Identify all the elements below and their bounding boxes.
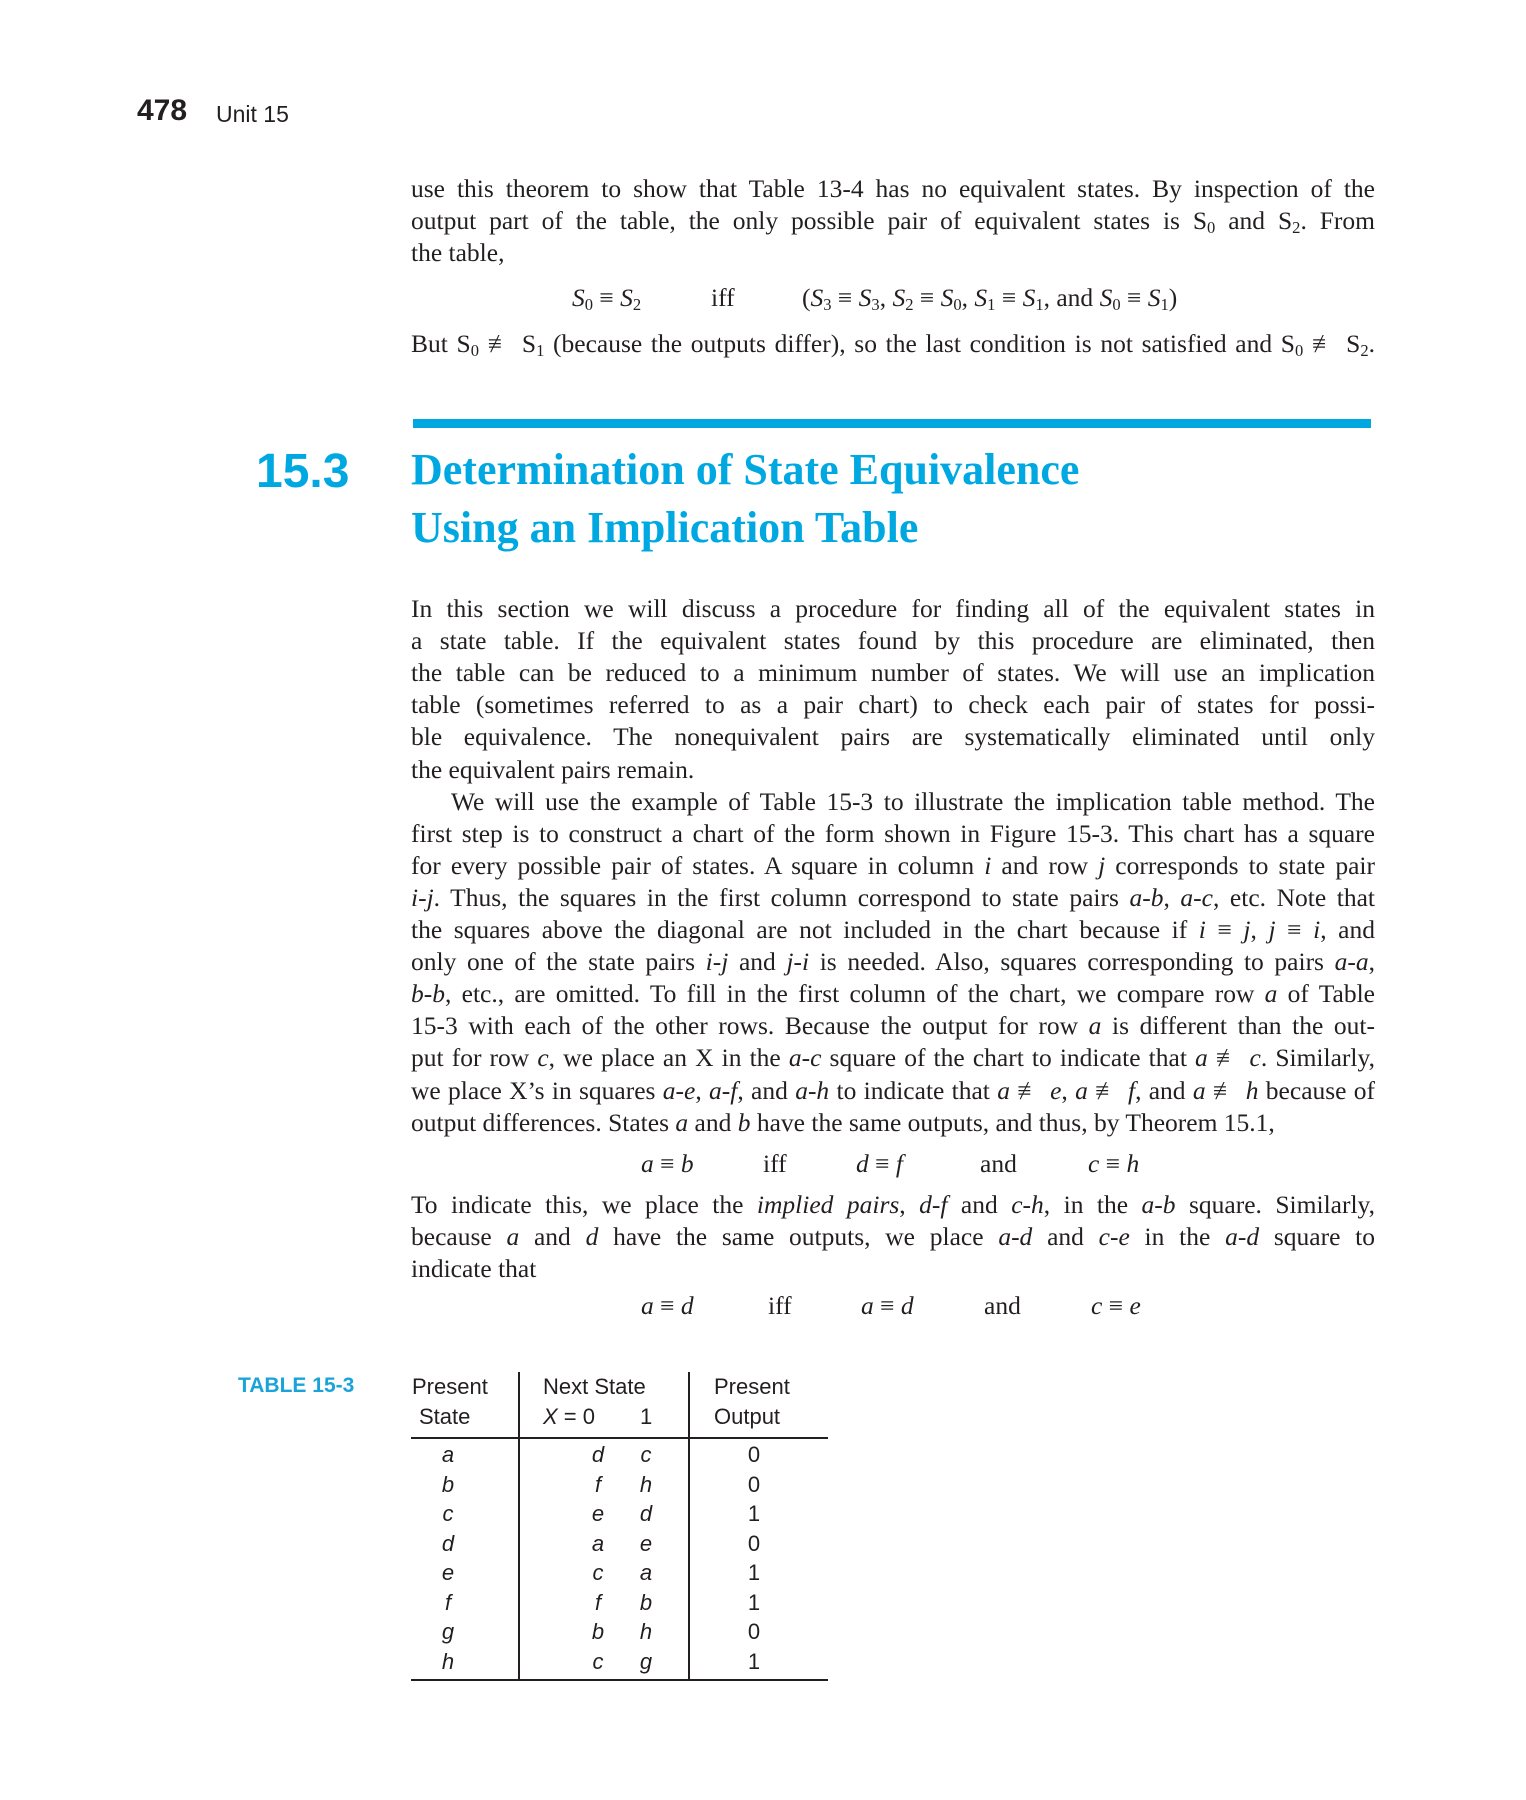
text-run: ≢ [1087,1075,1128,1105]
italic-run: a-b [1141,1190,1176,1219]
text-line [411,237,1375,269]
text-line [411,1010,1375,1042]
text-run: iff [711,283,735,312]
text-run: we place X’s in squares [411,1075,663,1105]
italic-run: S [940,283,954,312]
text-run: square. Similarly, [1175,1190,1376,1219]
text-run: ≡ [653,1149,681,1178]
italic-run: a-h [795,1075,830,1105]
text-run: and S [1215,206,1293,236]
text-run: , [1061,1075,1076,1105]
section-number: 15.3 [256,445,350,498]
italic-run: a-d [998,1222,1033,1252]
section-title-line: Using an Implication Table [411,503,919,552]
italic-run: c [1249,1043,1261,1073]
equation-term [768,1290,792,1322]
text-run: only one of the state pairs [411,947,706,977]
italic-run: f [1127,1075,1136,1105]
italic-run: S [810,283,824,312]
text-run: , [695,1075,710,1105]
running-header: Unit 15 [216,101,289,127]
equation-term [861,1290,914,1322]
text-run: , [1368,947,1375,977]
italic-run: S [1022,283,1036,312]
text-line [411,173,1375,205]
italic-run: h [1126,1149,1140,1178]
text-run: because [411,1222,507,1252]
text-line [411,754,1375,786]
cell-next1: h [639,1471,653,1497]
text-run: ) [1168,283,1178,312]
equation-term [980,1148,1017,1180]
italic-run: a-a [1334,947,1369,977]
subscript: 0 [1207,218,1216,238]
italic-run: a [641,1291,654,1320]
cell-next0: f [594,1471,602,1497]
text-run: ≢ [1009,1075,1051,1105]
italic-run: a-c [1180,882,1213,912]
cell-next1: h [639,1619,653,1644]
subscript: 1 [1160,295,1169,315]
subscript: 2 [1360,341,1369,361]
italic-run: a [1075,1075,1088,1105]
header-present: Present [412,1374,488,1399]
equation-term [856,1148,903,1180]
text-run: , and [1320,915,1375,944]
column-divider [518,1372,520,1679]
subscript: 0 [470,341,479,361]
header-next-state: Next State [543,1374,646,1399]
italic-run: a [1264,979,1278,1009]
italic-run: f [895,1149,903,1178]
italic-run: S [974,283,988,312]
equation-term [641,1148,694,1180]
text-run: ≡ [1102,1291,1130,1320]
equation-term [763,1148,787,1180]
italic-run: S [858,283,872,312]
text-run: ≢ [1205,1075,1246,1105]
subscript: 2 [905,295,914,315]
italic-run: j [1268,915,1276,944]
text-run: ble equivalence. The nonequivalent pairs are systematically eliminated until only [411,722,1375,752]
equation-term [1091,1290,1141,1322]
text-run: ≡ [653,1291,681,1320]
text-line [411,593,1375,625]
italic-run: i-j [411,882,434,912]
text-run: and [688,1107,738,1137]
x-equals-zero: = 0 [557,1404,595,1429]
text-line [411,914,1375,946]
equation-term [984,1290,1021,1322]
text-run: To indicate this, we place the [411,1190,757,1219]
text-run: . From [1300,206,1376,236]
italic-run: d [585,1222,599,1252]
text-run: and [1032,1222,1099,1252]
italic-run: a-f [709,1075,738,1105]
text-run: because of [1258,1075,1376,1105]
equation-term [802,282,1177,314]
cell-output: 1 [747,1648,761,1674]
text-line [411,625,1375,657]
italic-run: d [900,1291,914,1320]
cell-state: e [441,1560,455,1585]
text-run: table (sometimes referred to as a pair chart) to check each pair of states for possi- [411,690,1375,720]
text-run: is needed. Also, squares corresponding to pairs [809,947,1335,977]
text-run: ( [802,283,811,312]
text-run: and [519,1222,586,1252]
table-label: TABLE 15-3 [238,1374,355,1397]
italic-run: e [1129,1291,1141,1320]
section-title-line: Determination of State Equivalence [411,445,1080,494]
cell-output: 0 [747,1530,761,1556]
text-run: the table, [411,238,505,268]
text-run: ≡ [995,283,1023,312]
text-run: iff [763,1149,787,1178]
text-run: and [980,1149,1017,1178]
text-run: put for row [411,1043,538,1073]
italic-run: h [1245,1075,1259,1105]
italic-run: c [537,1043,549,1073]
text-run: have the same outputs, and thus, by Theorem 15.1, [750,1107,1275,1137]
cell-state: h [441,1648,455,1674]
page-number: 478 [137,94,188,127]
text-line [411,721,1375,753]
text-run: and [728,947,787,977]
italic-run: S [620,283,633,312]
text-run: (because the outputs differ), so the last condition is not satisfied and S [544,329,1295,358]
cell-output: 0 [747,1442,761,1467]
cell-next0: c [592,1560,604,1585]
cell-next1: g [639,1648,653,1674]
italic-run: d-f [919,1190,948,1219]
x-variable: X [543,1404,558,1429]
subscript: 0 [1112,295,1121,315]
text-run: output differences. States [411,1107,676,1137]
italic-run: a [1195,1043,1208,1073]
subscript: 3 [823,295,832,315]
italic-run: j [1098,850,1106,880]
cell-state: c [442,1501,454,1526]
cell-next0: a [591,1530,605,1556]
text-run: ≡ [873,1291,901,1320]
cell-next1: a [639,1560,653,1585]
text-run: , [1250,915,1269,944]
text-run: use this theorem to show that Table 13-4 has no equivalent states. By inspection of the [411,174,1375,203]
italic-run: a-c [788,1043,822,1073]
italic-run: S [1147,283,1161,312]
text-run: in the [1129,1222,1226,1252]
italic-run: i [984,850,992,880]
text-line [411,1075,1375,1107]
text-run: In this section we will discuss a procedure for finding all of the equivalent states in [411,594,1375,623]
italic-run: j-i [786,947,810,977]
text-run: , and [737,1075,796,1105]
text-run: , we place an X in the [548,1043,789,1073]
italic-run: a-b [1129,882,1164,912]
text-run: the table can be reduced to a minimum number of states. We will use an implication [411,658,1375,688]
text-run: and [947,1190,1012,1219]
text-run: ≢ S [1303,329,1361,358]
text-line [411,1107,1375,1139]
text-run: ≢ S [479,329,537,358]
text-run: ≡ [1120,283,1148,312]
italic-run: implied pairs [756,1190,900,1219]
text-run: ≡ [593,283,621,312]
text-run: the equivalent pairs remain. [411,754,695,784]
text-line [411,818,1375,850]
text-run: . Similarly, [1260,1043,1375,1073]
header-x-1: 1 [640,1404,653,1429]
text-run: output part of the table, the only possible pair of equivalent states is S [411,206,1208,236]
italic-run: i-j [705,947,729,977]
italic-run: c [1091,1291,1103,1320]
text-run: , and [1043,283,1100,312]
text-run: for every possible pair of states. A square in column [411,850,985,880]
text-line [411,1221,1375,1253]
header-state: State [419,1404,471,1429]
text-line [411,882,1375,914]
italic-run: a [675,1107,689,1137]
italic-run: c [1088,1149,1100,1178]
text-run: iff [768,1291,792,1320]
italic-run: a [997,1075,1010,1105]
header-output: Output [714,1404,781,1429]
italic-run: b-b [411,979,445,1009]
subscript: 0 [1294,341,1304,361]
text-run: ≢ [1207,1043,1250,1073]
italic-run: d [680,1291,694,1320]
cell-state: b [441,1471,455,1497]
text-run: , etc., are omitted. To fill in the first column of the chart, we compare row [445,979,1265,1009]
italic-run: d [856,1149,869,1178]
text-run: of Table [1277,979,1375,1009]
section-rule [413,419,1371,428]
subscript: 2 [1292,218,1301,238]
subscript: 1 [536,341,545,361]
text-run: indicate that [411,1254,537,1284]
italic-run: a [641,1149,654,1178]
cell-output: 1 [747,1560,761,1585]
cell-output: 0 [747,1619,761,1644]
italic-run: a [1192,1075,1206,1105]
italic-run: a [506,1222,520,1252]
cell-next1: e [639,1530,653,1556]
cell-state: d [441,1530,455,1556]
header-present: Present [714,1374,790,1399]
text-run: We will use the example of Table 15-3 to illustrate the implication table method. The [451,786,1375,816]
italic-run: S [572,283,585,312]
text-run: have the same outputs, we place [598,1222,999,1252]
text-run: and row [991,850,1099,880]
italic-run: c-h [1011,1190,1044,1219]
italic-run: a [1088,1011,1102,1041]
text-line [411,205,1375,237]
text-run: corresponds to state pair [1105,850,1375,880]
italic-run: S [892,283,906,312]
cell-state: a [441,1442,455,1467]
italic-run: b [737,1107,751,1137]
text-run: and [984,1291,1021,1320]
text-run: 15-3 with each of the other rows. Because the output for row [411,1011,1089,1041]
subscript: 1 [1035,295,1044,315]
cell-output: 1 [747,1589,761,1615]
subscript: 0 [584,295,594,315]
text-run: ≡ [831,283,859,312]
text-run: ≡ [913,283,941,312]
text-line [411,946,1375,978]
text-run: , [961,283,975,312]
header-rule [411,1437,828,1439]
text-run: , in the [1043,1190,1142,1219]
text-run: , [1163,882,1181,912]
italic-run: S [1099,283,1113,312]
equation-term [1088,1148,1139,1180]
text-line [411,328,1375,360]
subscript: 2 [632,295,642,315]
italic-run: a-d [1225,1222,1260,1252]
text-run: . Thus, the squares in the first column correspond to state pairs [433,882,1130,912]
cell-next0: d [591,1442,605,1467]
subscript: 3 [871,295,880,315]
text-run: first step is to construct a chart of the form shown in Figure 15-3. This chart has a square [411,818,1375,848]
equation-term [711,282,735,314]
text-line [411,850,1375,882]
italic-run: a [861,1291,874,1320]
cell-state: f [444,1589,452,1615]
italic-run: b [680,1149,694,1178]
equation-term [572,282,641,314]
italic-run: c-e [1098,1222,1130,1252]
text-run: ≡ [868,1149,896,1178]
text-run: ≡ [1205,915,1244,944]
cell-next0: e [591,1501,605,1526]
text-run: , [879,283,893,312]
header-x-equals-0 [543,1402,595,1432]
text-line [411,657,1375,689]
text-run: is different than the out- [1101,1011,1375,1041]
column-divider [688,1372,690,1679]
text-run: to indicate that [829,1075,998,1105]
text-line [411,1042,1375,1074]
text-line [411,786,1375,818]
text-run: , [899,1190,920,1219]
italic-run: i [1198,915,1206,944]
cell-output: 1 [747,1501,761,1526]
bottom-rule [411,1679,828,1681]
text-run: , and [1135,1075,1193,1105]
italic-run: j [1243,915,1251,944]
text-run: ≡ [1275,915,1314,944]
text-line [411,689,1375,721]
subscript: 0 [953,295,962,315]
cell-next1: b [639,1589,653,1615]
text-run: square to [1259,1222,1375,1252]
text-line [411,978,1375,1010]
cell-output: 0 [747,1471,761,1497]
text-run: a state table. If the equivalent states found by this procedure are eliminated, then [411,626,1375,656]
cell-next0: f [594,1589,602,1615]
cell-next0: c [592,1648,604,1674]
cell-next1: d [639,1501,653,1526]
cell-next0: b [591,1619,605,1644]
cell-next1: c [640,1442,652,1467]
equation-term [641,1290,694,1322]
text-line [411,1253,1375,1285]
text-run: ≡ [1099,1149,1127,1178]
text-run: the squares above the diagonal are not included in the chart because if [411,915,1199,944]
italic-run: i [1313,915,1321,944]
text-run: , etc. Note that [1212,882,1375,912]
subscript: 1 [987,295,996,315]
text-run: . [1368,329,1375,358]
italic-run: a-e [662,1075,696,1105]
cell-state: g [441,1619,455,1644]
text-run: But S [411,329,471,358]
italic-run: e [1050,1075,1062,1105]
text-line [411,1189,1375,1221]
text-run: square of the chart to indicate that [821,1043,1196,1073]
